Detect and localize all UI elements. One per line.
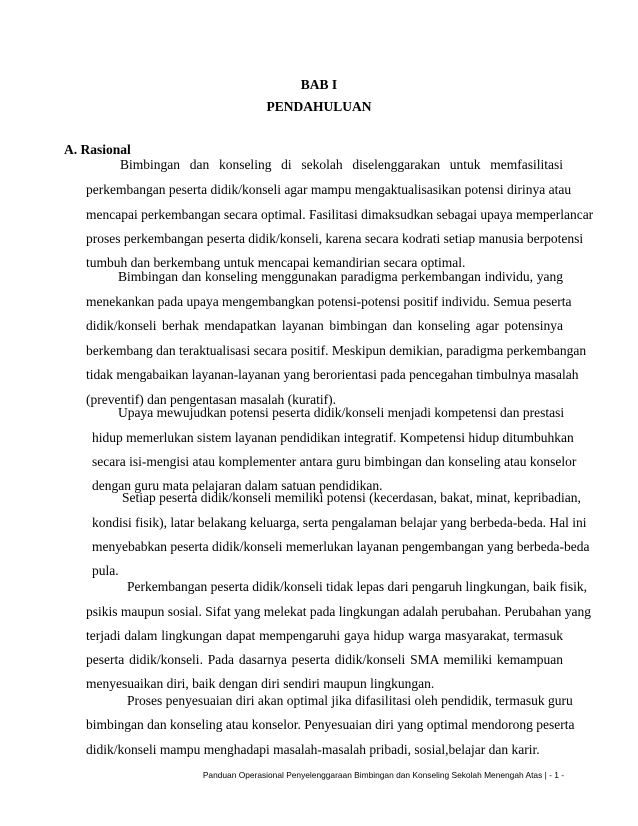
paragraph-line: menyesuaikan diri, baik dengan diri sendiri maupun lingkungan. bbox=[86, 676, 435, 691]
paragraph-line: Bimbingan dan konseling menggunakan paradigma perkembangan individu, yang bbox=[118, 269, 563, 284]
paragraph-line: tumbuh dan berkembang untuk mencapai kemandirian secara optimal. bbox=[86, 255, 466, 270]
paragraph-line: dengan guru mata pelajaran dalam satuan pendidikan. bbox=[92, 478, 383, 493]
paragraph-line: menekankan pada upaya mengembangkan potensi-potensi positif individu. Semua peserta bbox=[86, 294, 572, 309]
paragraph-line: secara isi-mengisi atau komplementer antara guru bimbingan dan konseling atau konselor bbox=[92, 454, 577, 469]
paragraph-line: kondisi fisik), latar belakang keluarga, serta pengalaman belajar yang berbeda-beda. Hal ini bbox=[92, 515, 587, 530]
paragraph-line: Bimbingan dan konseling di sekolah diselenggarakan untuk memfasilitasi bbox=[120, 157, 563, 172]
paragraph-line: psikis maupun sosial. Sifat yang melekat pada lingkungan adalah perubahan. Perubahan yang bbox=[86, 604, 591, 619]
paragraph-line: pula. bbox=[92, 563, 119, 578]
paragraph-line: didik/konseli mampu menghadapi masalah-masalah pribadi, sosial,belajar dan karir. bbox=[86, 742, 540, 757]
paragraph-line: berkembang dan teraktualisasi secara positif. Meskipun demikian, paradigma perkembangan bbox=[86, 343, 587, 358]
paragraph-line: Upaya mewujudkan potensi peserta didik/konseli menjadi kompetensi dan prestasi bbox=[118, 405, 565, 420]
paragraph-line: Perkembangan peserta didik/konseli tidak lepas dari pengaruh lingkungan, baik fisik, bbox=[127, 579, 588, 594]
paragraph-line: Proses penyesuaian diri akan optimal jika difasilitasi oleh pendidik, termasuk guru bbox=[127, 693, 573, 708]
paragraph-line: proses perkembangan peserta didik/konseli, karena secara kodrati setiap manusia berpotensi bbox=[86, 231, 584, 246]
paragraph-line: hidup memerlukan sistem layanan pendidikan integratif. Kompetensi hidup ditumbuhkan bbox=[92, 430, 574, 445]
paragraph-line: mencapai perkembangan secara optimal. Fasilitasi dimaksudkan sebagai upaya memperlancar bbox=[86, 207, 594, 222]
chapter-number: BAB I bbox=[300, 77, 338, 92]
page-footer: Panduan Operasional Penyelenggaraan Bimbingan dan Konseling Sekolah Menengah Atas | - 1 - bbox=[202, 770, 564, 780]
paragraph-line: terjadi dalam lingkungan dapat mempengaruhi gaya hidup warga masyarakat, termasuk bbox=[86, 628, 563, 643]
chapter-title: PENDAHULUAN bbox=[266, 99, 372, 114]
section-heading: A. Rasional bbox=[64, 142, 131, 157]
paragraph-line: Setiap peserta didik/konseli memiliki potensi (kecerdasan, bakat, minat, kepribadian, bbox=[122, 490, 581, 505]
paragraph-line: (preventif) dan pengentasan masalah (kuratif). bbox=[86, 392, 337, 407]
paragraph-line: didik/konseli berhak mendapatkan layanan bimbingan dan konseling agar potensinya bbox=[86, 318, 563, 333]
paragraph-line: peserta didik/konseli. Pada dasarnya peserta didik/konseli SMA memiliki kemampuan bbox=[86, 652, 563, 667]
paragraph-line: bimbingan dan konseling atau konselor. Penyesuaian diri yang optimal mendorong peserta bbox=[86, 717, 575, 732]
paragraph-line: menyebabkan peserta didik/konseli memerlukan layanan pengembangan yang berbeda-beda bbox=[92, 539, 590, 554]
paragraph-line: tidak mengabaikan layanan-layanan yang berorientasi pada pencegahan timbulnya masalah bbox=[86, 367, 579, 382]
paragraph-line: perkembangan peserta didik/konseli agar mampu mengaktualisasikan potensi dirinya atau bbox=[86, 182, 572, 197]
